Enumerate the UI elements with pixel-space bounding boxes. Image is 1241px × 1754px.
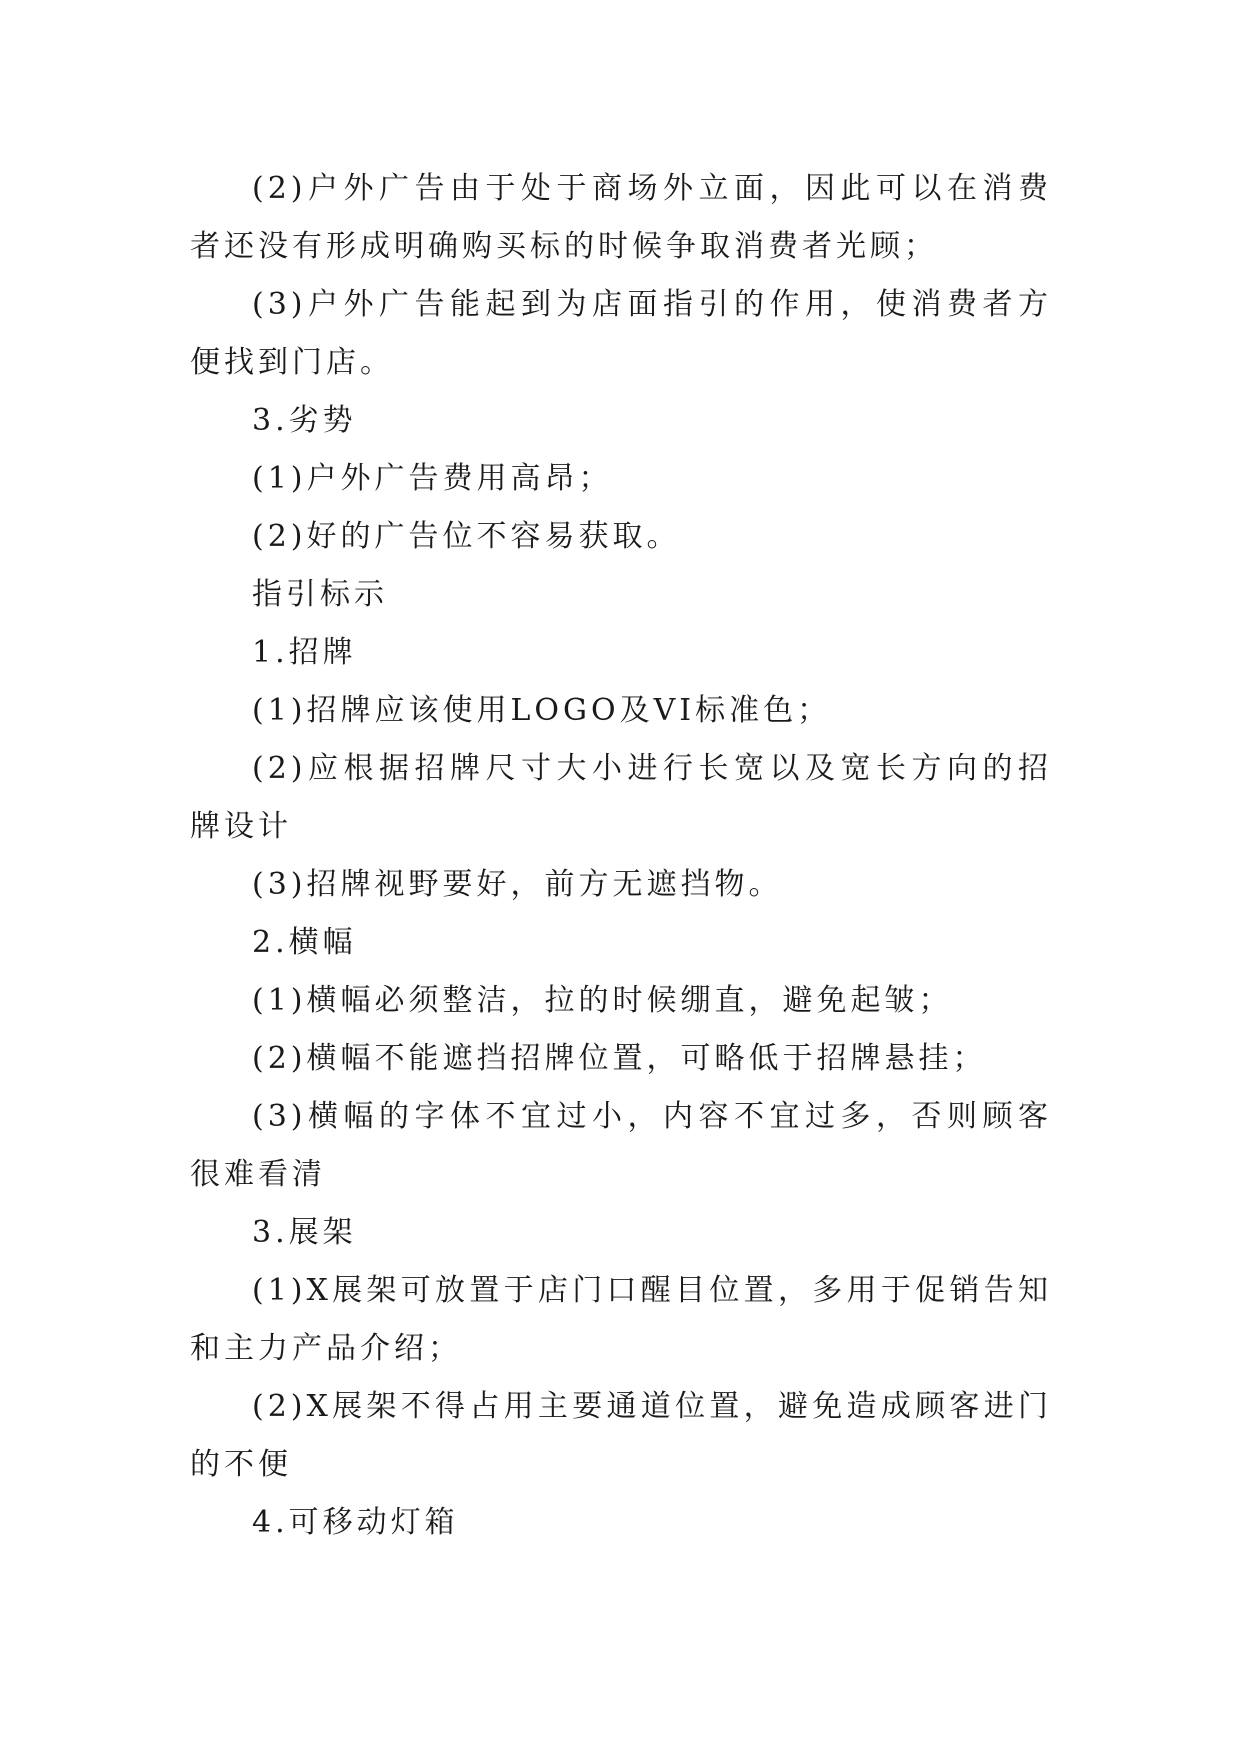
paragraph-outdoor-ad-advantage-3: (3)户外广告能起到为店面指引的作用，使消费者方便找到门店。 (190, 287, 1052, 380)
paragraph-signboard-3: (3)招牌视野要好，前方无遮挡物。 (252, 867, 783, 902)
paragraph-disadvantage-1: (1)户外广告费用高昂； (252, 461, 613, 496)
paragraph-banner-3: (3)横幅的字体不宜过小，内容不宜过多，否则顾客很难看清 (190, 1099, 1052, 1192)
paragraph-signboard-2: (2)应根据招牌尺寸大小进行长宽以及宽长方向的招牌设计 (190, 751, 1052, 844)
paragraph-disadvantage-2: (2)好的广告位不容易获取。 (252, 519, 681, 554)
paragraph-outdoor-ad-advantage-2: (2)户外广告由于处于商场外立面，因此可以在消费者还没有形成明确购买标的时候争取消费者光顾； (190, 171, 1052, 264)
heading-light-box: 4.可移动灯箱 (252, 1505, 459, 1540)
paragraph-display-stand-2: (2)X展架不得占用主要通道位置，避免造成顾客进门的不便 (190, 1389, 1052, 1482)
paragraph-banner-1: (1)横幅必须整洁，拉的时候绷直，避免起皱； (252, 983, 953, 1018)
paragraph-banner-2: (2)横幅不能遮挡招牌位置，可略低于招牌悬挂； (252, 1041, 987, 1076)
paragraph-display-stand-1: (1)X展架可放置于店门口醒目位置，多用于促销告知和主力产品介绍； (190, 1273, 1052, 1366)
heading-display-stand: 3.展架 (252, 1215, 357, 1250)
heading-disadvantages: 3.劣势 (252, 403, 357, 438)
heading-guide-signs: 指引标示 (252, 577, 388, 612)
heading-signboard: 1.招牌 (252, 635, 357, 670)
heading-banner: 2.横幅 (252, 925, 357, 960)
document-body (190, 160, 1052, 1552)
paragraph-signboard-1: (1)招牌应该使用LOGO及VI标准色； (252, 693, 832, 728)
